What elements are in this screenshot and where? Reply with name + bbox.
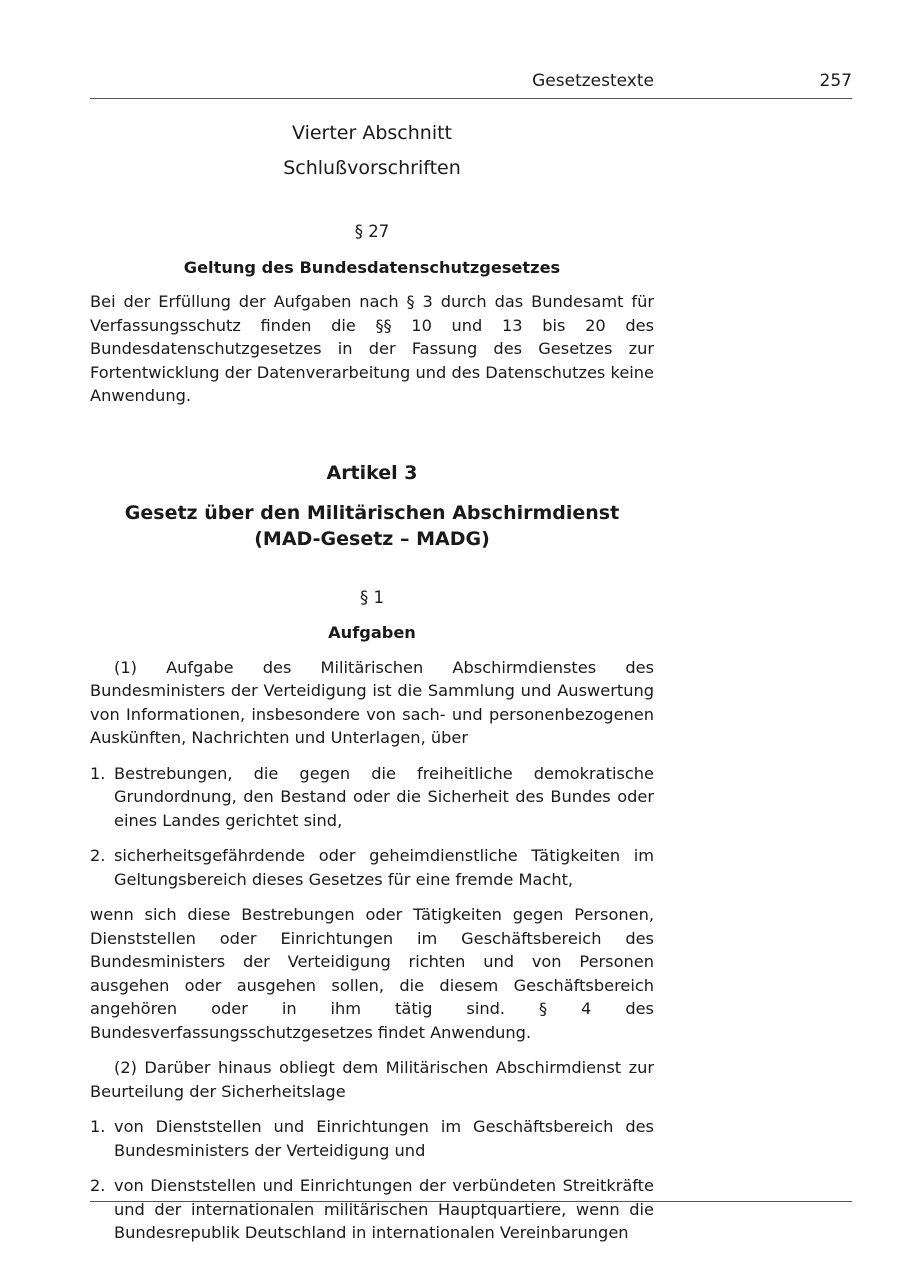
part-label: Vierter Abschnitt <box>291 122 452 144</box>
list-item-text: sicherheitsgefährdende oder geheimdienstliche Tätigkeiten im Geltungsbereich dieses Gesetzes für eine fremde Macht, <box>114 846 654 889</box>
footer-rule <box>90 1201 852 1202</box>
section-27-text: Bei der Erfüllung der Aufgaben nach § 3 durch das Bundesamt für Verfassungsschutz finden die §§ 10 und 13 bis 20 des Bundesdatenschutzgesetzes in der Fassung des Gesetzes zur Fortentwicklung der Datenverarbeitung und des Datenschutzes keine Anwendung. <box>90 292 654 405</box>
list-item-text: von Dienststellen und Einrichtungen im Geschäftsbereich des Bundesministers der Verteidigung und <box>114 1117 654 1160</box>
section-1-sign: § 1 <box>360 587 384 607</box>
section-1-title: Aufgaben <box>328 623 416 642</box>
list-item-number: 2. <box>90 846 106 865</box>
part-title: Schlußvorschriften <box>283 157 461 179</box>
header-section-title: Gesetzestexte <box>532 71 654 91</box>
text-column <box>90 116 654 1245</box>
section-27-sign: § 27 <box>354 222 390 241</box>
article-number: Artikel 3 <box>326 461 418 484</box>
running-header <box>90 68 852 99</box>
list-item-text: von Dienststellen und Einrichtungen der verbündeten Streitkräfte und der internationalen militärischen Hauptquartiere, wenn die Bundesrepublik Deutschland in internationalen Vereinbarungen <box>114 1176 654 1242</box>
list-item <box>90 762 654 833</box>
section-1-paragraph-2: (2) Darüber hinaus obliegt dem Militärischen Abschirmdienst zur Beurteilung der Sicherheitslage <box>90 1058 654 1101</box>
list-item <box>90 844 654 891</box>
section-1-paragraph-1: (1) Aufgabe des Militärischen Abschirmdienstes des Bundesministers der Verteidigung ist die Sammlung und Auswertung von Informationen, insbesondere von sach- und personenbezogenen Auskünften, Nachrichten und Unterlagen, über <box>90 657 654 747</box>
page-number: 257 <box>819 71 852 91</box>
article-title-line1: Gesetz über den Militärischen Abschirmdienst <box>124 501 620 524</box>
section-27-title: Geltung des Bundesdatenschutzgesetzes <box>183 257 561 277</box>
list-item <box>90 1174 654 1245</box>
article-title-line2: (MAD-Gesetz – MADG) <box>254 527 490 550</box>
list-item <box>90 1115 654 1162</box>
section-1-paragraph-1-continuation: wenn sich diese Bestrebungen oder Tätigkeiten gegen Personen, Dienststellen oder Einrichtungen im Geschäftsbereich des Bundesministers der Verteidigung richten und von Personen ausgehen oder ausgehen sollen, die diesem Geschäftsbereich angehören oder in ihm tätig sind. § 4 des Bundesverfassungsschutzgesetzes findet Anwendung. <box>90 905 654 1042</box>
list-item-number: 1. <box>90 763 106 783</box>
list-item-number: 1. <box>90 1117 106 1136</box>
list-item-number: 2. <box>90 1176 106 1195</box>
list-item-text: Bestrebungen, die gegen die freiheitliche demokratische Grundordnung, den Bestand oder die Sicherheit des Bundes oder eines Landes gerichtet sind, <box>114 763 654 830</box>
